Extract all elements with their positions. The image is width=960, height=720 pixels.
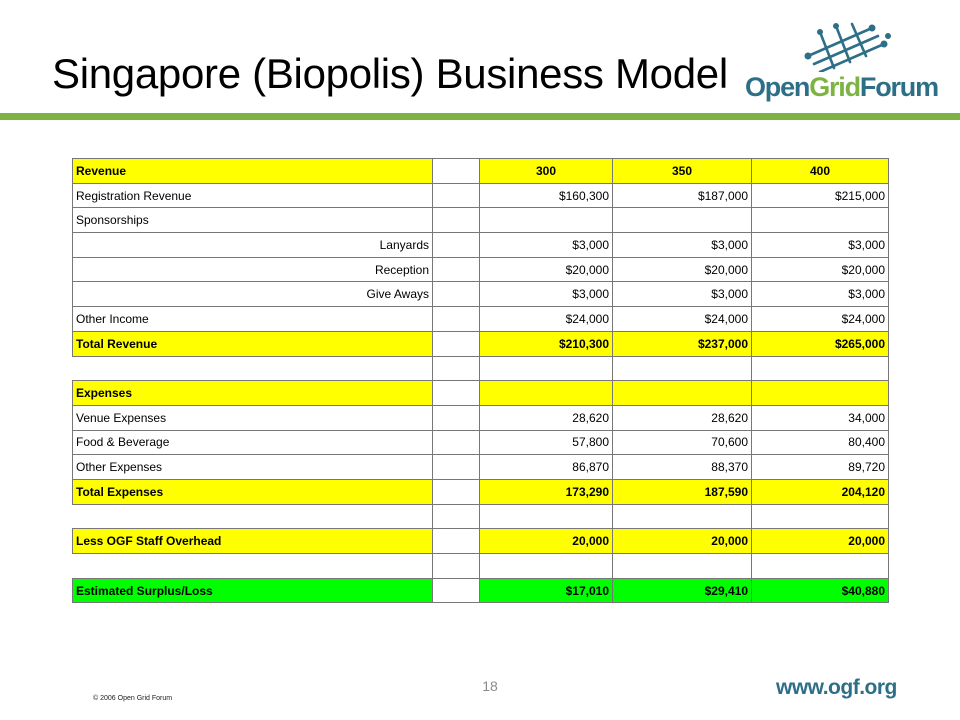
value-cell: 20,000	[480, 529, 613, 554]
value-cell	[480, 554, 613, 579]
row-label	[73, 356, 433, 381]
value-cell: $20,000	[613, 257, 752, 282]
value-cell: 34,000	[752, 405, 889, 430]
value-cell: $3,000	[752, 233, 889, 258]
row-label: Sponsorships	[73, 208, 433, 233]
value-cell: $215,000	[752, 183, 889, 208]
logo-text	[745, 72, 938, 103]
value-cell: $210,300	[480, 331, 613, 356]
ogf-logo	[745, 22, 938, 102]
value-cell	[480, 504, 613, 529]
spacer-cell	[433, 504, 480, 529]
table-row	[73, 578, 889, 603]
value-cell	[613, 381, 752, 406]
spacer-cell	[433, 208, 480, 233]
value-cell: $3,000	[613, 282, 752, 307]
value-cell: $3,000	[752, 282, 889, 307]
value-cell	[752, 504, 889, 529]
spacer-cell	[433, 578, 480, 603]
value-cell	[480, 381, 613, 406]
value-cell	[480, 208, 613, 233]
row-label: Food & Beverage	[73, 430, 433, 455]
value-cell: 28,620	[613, 405, 752, 430]
spacer-cell	[433, 159, 480, 184]
value-cell	[613, 208, 752, 233]
value-cell: 187,590	[613, 479, 752, 504]
header-col-1: 300	[480, 159, 613, 184]
grid-logo-icon	[800, 22, 892, 72]
value-cell: 88,370	[613, 455, 752, 480]
value-cell: 20,000	[613, 529, 752, 554]
table-row	[73, 183, 889, 208]
value-cell: $160,300	[480, 183, 613, 208]
slide-title: Singapore (Biopolis) Business Model	[52, 50, 728, 97]
value-cell	[752, 554, 889, 579]
row-label: Total Expenses	[73, 479, 433, 504]
value-cell: $265,000	[752, 331, 889, 356]
value-cell	[613, 356, 752, 381]
value-cell: 20,000	[752, 529, 889, 554]
table-row	[73, 381, 889, 406]
row-label: Lanyards	[73, 233, 433, 258]
value-cell: 86,870	[480, 455, 613, 480]
row-label: Less OGF Staff Overhead	[73, 529, 433, 554]
header-label: Revenue	[73, 159, 433, 184]
value-cell: 57,800	[480, 430, 613, 455]
table-row	[73, 455, 889, 480]
table-row	[73, 282, 889, 307]
logo-text-grid: Grid	[809, 72, 860, 102]
spacer-cell	[433, 405, 480, 430]
value-cell: 89,720	[752, 455, 889, 480]
value-cell	[613, 504, 752, 529]
table-row	[73, 554, 889, 579]
row-label	[73, 504, 433, 529]
spacer-cell	[433, 257, 480, 282]
row-label: Reception	[73, 257, 433, 282]
spacer-cell	[433, 307, 480, 332]
title-rule	[0, 113, 960, 120]
value-cell: $3,000	[613, 233, 752, 258]
spacer-cell	[433, 282, 480, 307]
value-cell	[752, 356, 889, 381]
table-row	[73, 356, 889, 381]
value-cell: $3,000	[480, 282, 613, 307]
row-label: Estimated Surplus/Loss	[73, 578, 433, 603]
value-cell	[752, 381, 889, 406]
table-row	[73, 504, 889, 529]
row-label: Total Revenue	[73, 331, 433, 356]
row-label: Other Income	[73, 307, 433, 332]
value-cell: $3,000	[480, 233, 613, 258]
row-label: Expenses	[73, 381, 433, 406]
row-label	[73, 554, 433, 579]
value-cell: $24,000	[752, 307, 889, 332]
value-cell: 204,120	[752, 479, 889, 504]
value-cell: $237,000	[613, 331, 752, 356]
logo-text-open: Open	[745, 72, 810, 102]
table-row	[73, 430, 889, 455]
spacer-cell	[433, 455, 480, 480]
business-model-table	[72, 158, 889, 603]
header-col-2: 350	[613, 159, 752, 184]
row-label: Other Expenses	[73, 455, 433, 480]
table-row	[73, 233, 889, 258]
value-cell: $20,000	[480, 257, 613, 282]
footer-url: www.ogf.org	[776, 676, 897, 699]
table-header-row	[73, 159, 889, 184]
table-row	[73, 257, 889, 282]
value-cell	[613, 554, 752, 579]
value-cell: $29,410	[613, 578, 752, 603]
spacer-cell	[433, 554, 480, 579]
row-label: Give Aways	[73, 282, 433, 307]
logo-text-forum: Forum	[859, 72, 938, 102]
spacer-cell	[433, 430, 480, 455]
row-label: Venue Expenses	[73, 405, 433, 430]
value-cell	[480, 356, 613, 381]
value-cell: $24,000	[613, 307, 752, 332]
spacer-cell	[433, 381, 480, 406]
value-cell: 173,290	[480, 479, 613, 504]
spacer-cell	[433, 233, 480, 258]
table-row	[73, 405, 889, 430]
value-cell: 28,620	[480, 405, 613, 430]
header-col-3: 400	[752, 159, 889, 184]
spacer-cell	[433, 529, 480, 554]
value-cell: $17,010	[480, 578, 613, 603]
value-cell: $40,880	[752, 578, 889, 603]
row-label: Registration Revenue	[73, 183, 433, 208]
page-number: 18	[482, 678, 498, 694]
table-row	[73, 307, 889, 332]
table-row	[73, 529, 889, 554]
value-cell: $187,000	[613, 183, 752, 208]
table-row	[73, 479, 889, 504]
value-cell: $24,000	[480, 307, 613, 332]
spacer-cell	[433, 183, 480, 208]
spacer-cell	[433, 331, 480, 356]
copyright-text: © 2006 Open Grid Forum	[93, 695, 173, 702]
value-cell	[752, 208, 889, 233]
value-cell: 70,600	[613, 430, 752, 455]
spacer-cell	[433, 479, 480, 504]
table-row	[73, 331, 889, 356]
value-cell: $20,000	[752, 257, 889, 282]
value-cell: 80,400	[752, 430, 889, 455]
spacer-cell	[433, 356, 480, 381]
table-row	[73, 208, 889, 233]
